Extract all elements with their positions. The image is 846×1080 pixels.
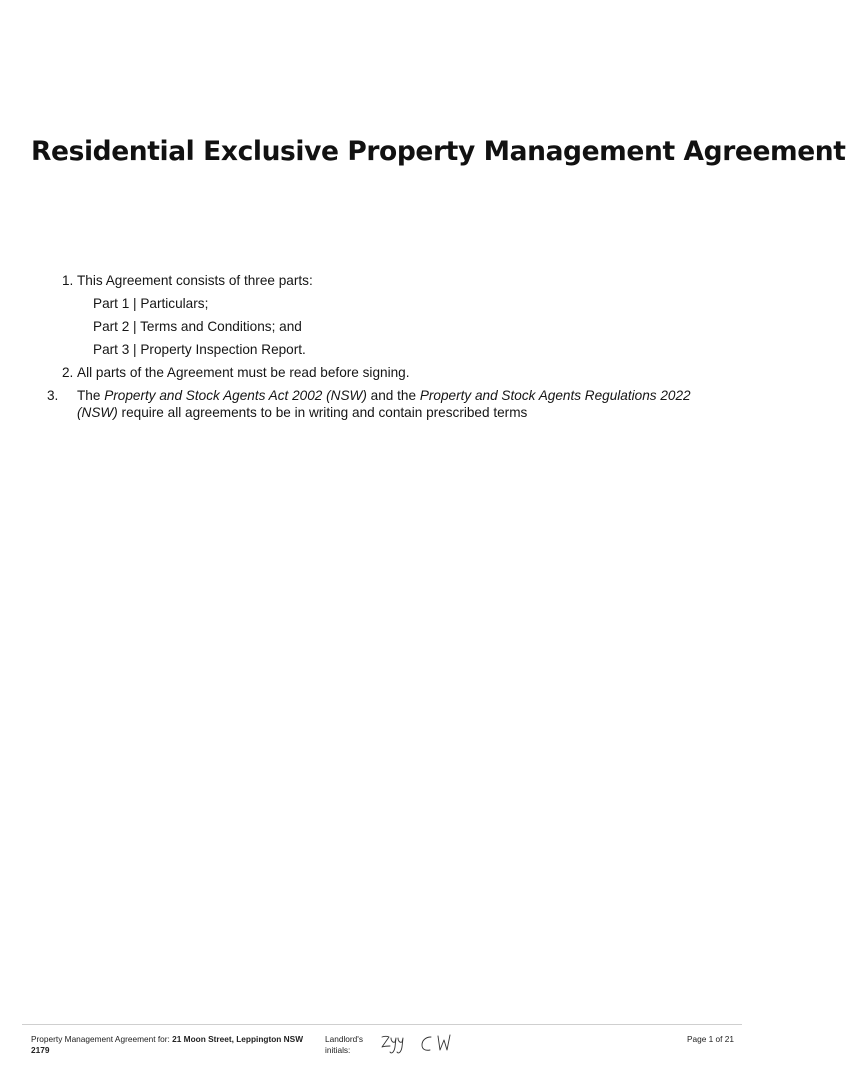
list-number: 1. xyxy=(62,273,74,288)
sub-item-part-1: Part 1 | Particulars; xyxy=(93,296,209,311)
footer-divider xyxy=(22,1024,742,1025)
list-item-text-pre: The xyxy=(77,388,105,403)
footer-label: Property Management Agreement for: xyxy=(31,1034,173,1044)
list-item-1 xyxy=(62,272,712,289)
list-number: 2. xyxy=(62,365,74,380)
agreement-parts-list xyxy=(47,272,712,427)
list-item-text-post: require all agreements to be in writing and contain prescribed terms xyxy=(117,405,528,420)
landlord-initials-label: Landlord's initials: xyxy=(325,1034,364,1055)
list-number: 3. xyxy=(47,388,59,403)
list-item-3 xyxy=(47,387,712,421)
list-item-text: This Agreement consists of three parts: xyxy=(77,273,313,288)
list-item-text: All parts of the Agreement must be read before signing. xyxy=(77,365,410,380)
page-number: Page 1 of 21 xyxy=(686,1034,734,1044)
footer-agreement-for xyxy=(31,1034,306,1056)
property-address: 21 Moon Street, Leppington NSW 2179 xyxy=(31,1034,304,1055)
list-item-text-mid: and the xyxy=(366,388,420,403)
act-name: Property and Stock Agents Act 2002 (NSW) xyxy=(104,388,367,403)
sub-item-part-3: Part 3 | Property Inspection Report. xyxy=(93,342,306,357)
sub-item-part-2: Part 2 | Terms and Conditions; and xyxy=(93,319,302,334)
list-item-2 xyxy=(62,364,712,381)
document-title: Residential Exclusive Property Management Agreement xyxy=(31,136,846,167)
regulation-name: Property and Stock Agents Regulations 2022 (NSW) xyxy=(77,388,691,420)
landlord-initials-signature xyxy=(378,1028,468,1058)
